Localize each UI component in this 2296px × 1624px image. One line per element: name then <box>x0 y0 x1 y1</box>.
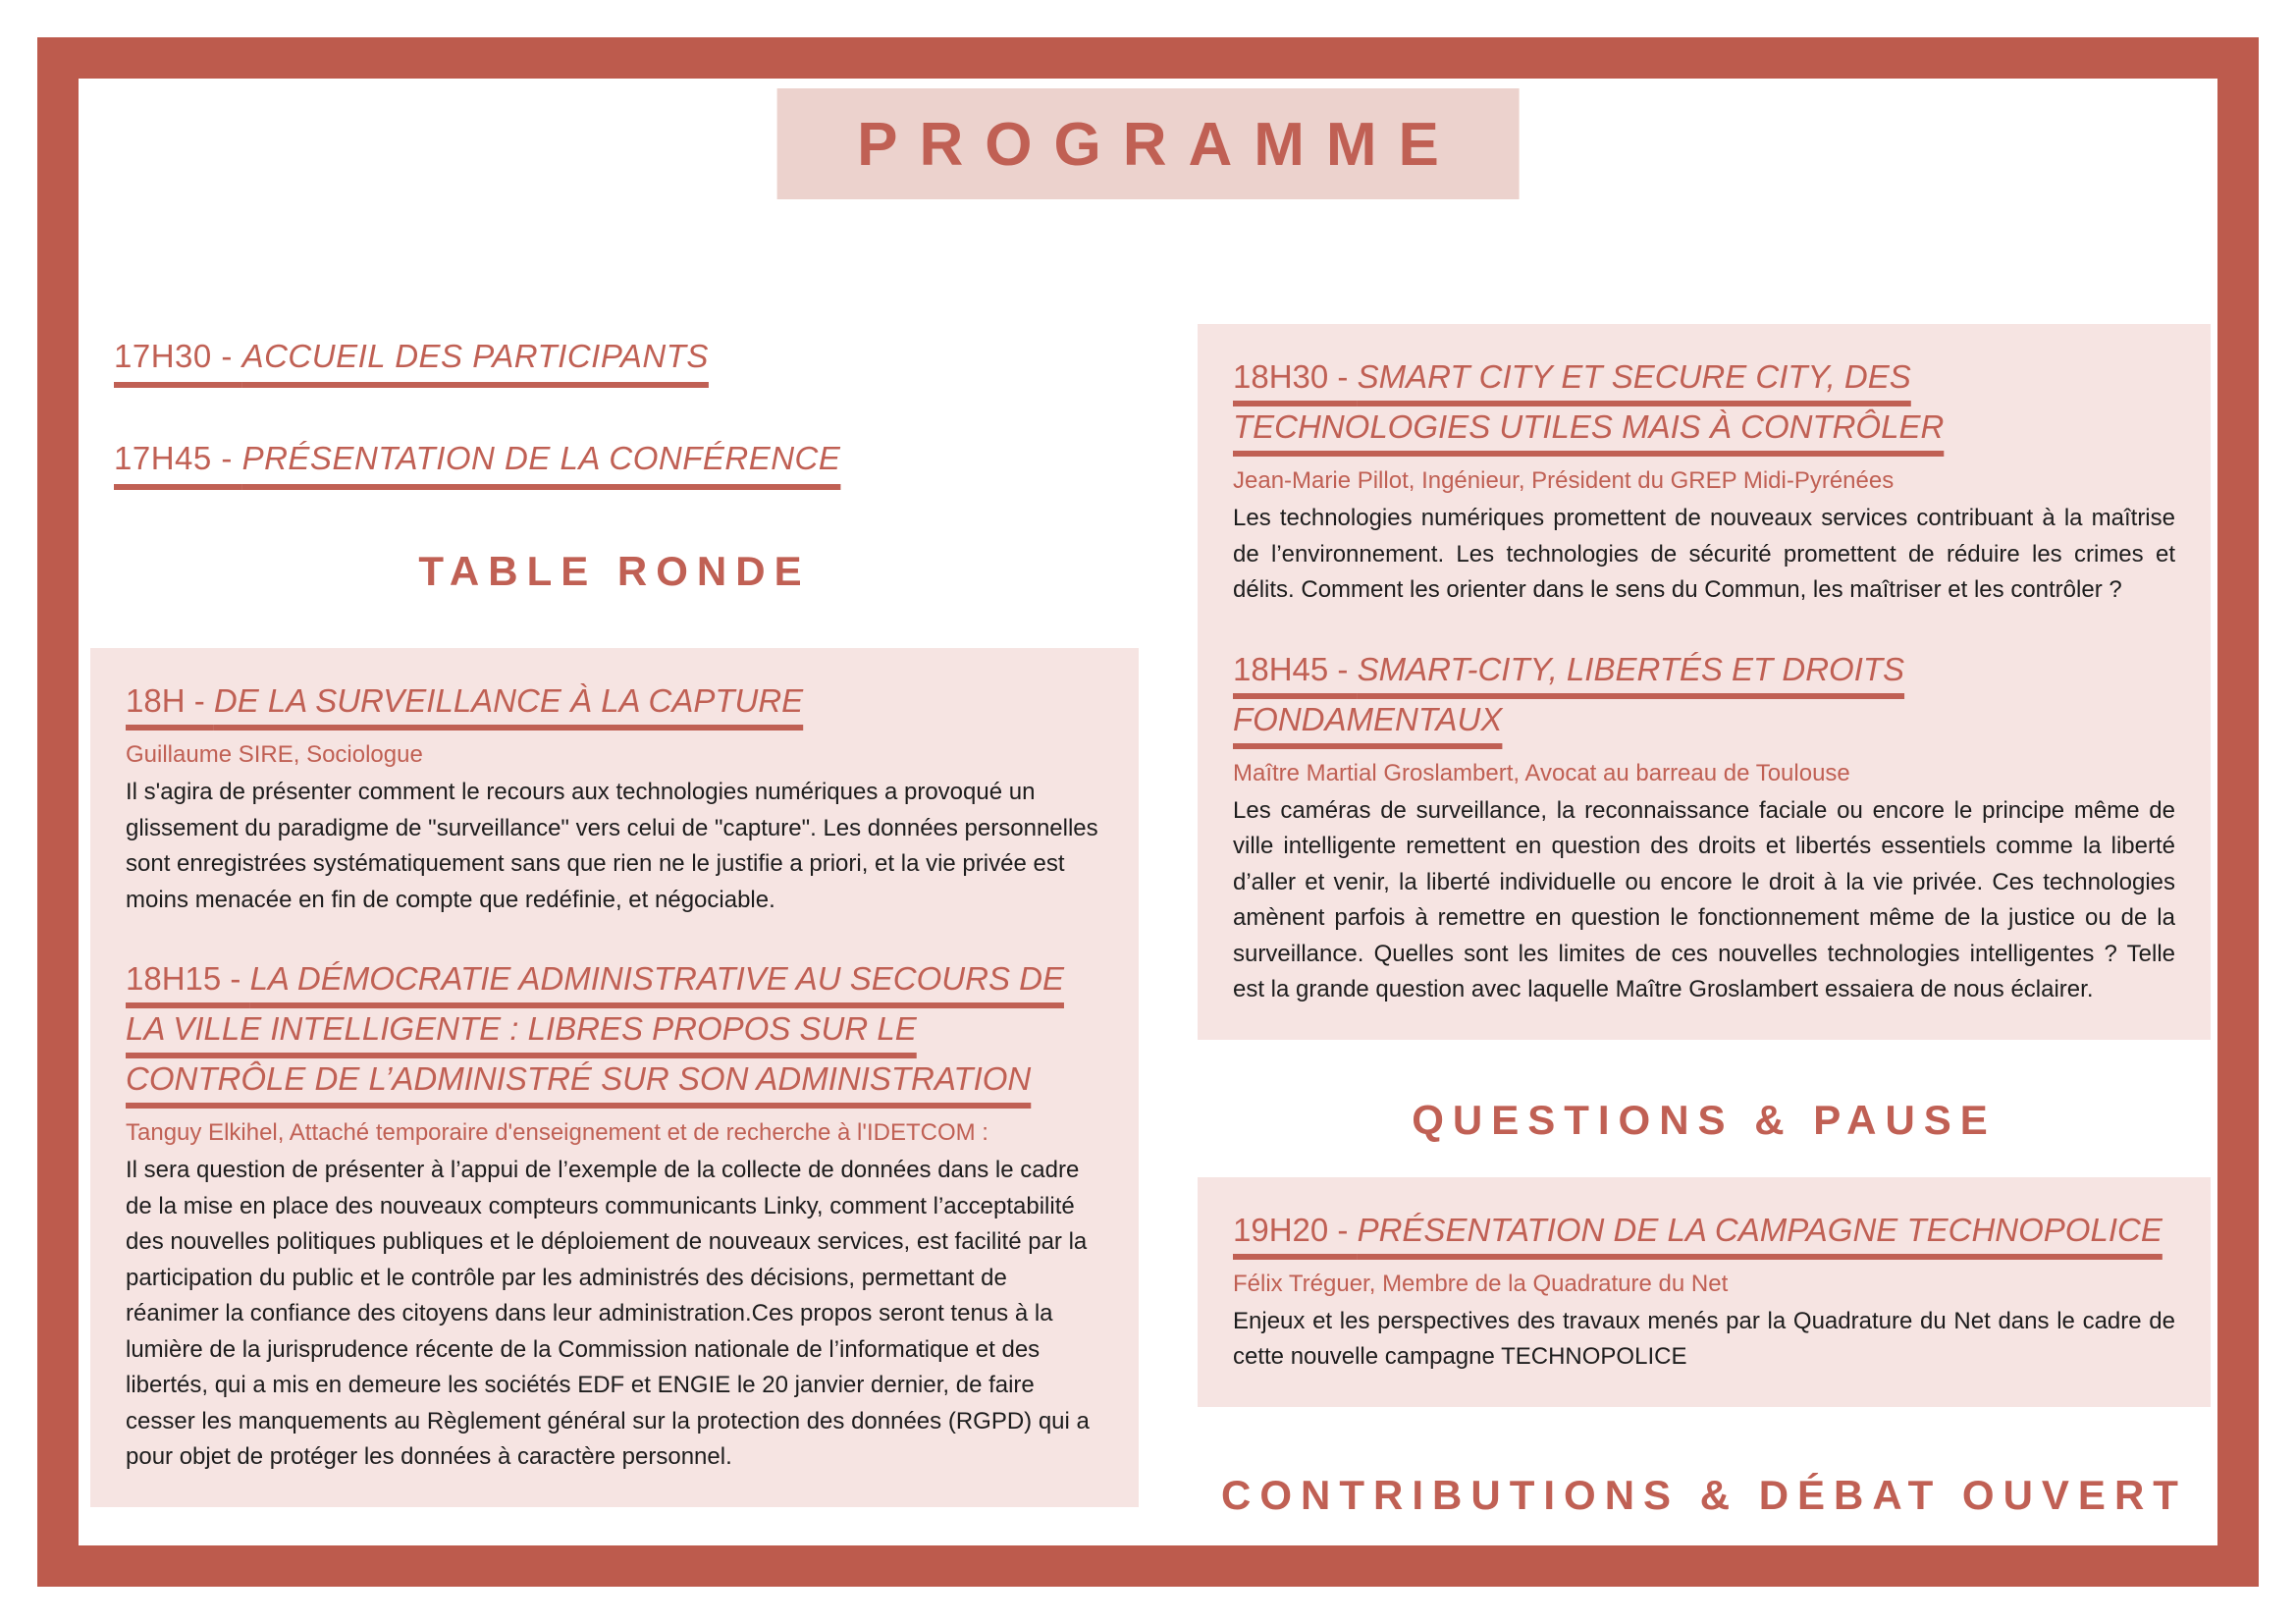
session-title-18h <box>126 676 1103 726</box>
session-title-18h30 <box>1233 352 2175 452</box>
table-ronde-box <box>90 648 1139 1507</box>
session-18h30 <box>1233 352 2175 609</box>
session-time: 18H - <box>126 682 214 719</box>
session-18h45 <box>1233 644 2175 1008</box>
agenda-item-17h45 <box>114 440 1139 477</box>
session-title-text: SMART CITY ET SECURE CITY, DES TECHNOLOGIES UTILES MAIS À CONTRÔLER <box>1233 358 1945 446</box>
session-time: 18H30 - <box>1233 358 1358 395</box>
session-time: 18H15 - <box>126 960 250 998</box>
page-title-box <box>776 88 1520 199</box>
agenda-item-17h30 <box>114 338 1139 375</box>
session-title-text: DE LA SURVEILLANCE À LA CAPTURE <box>213 682 804 719</box>
session-title-text: LA DÉMOCRATIE ADMINISTRATIVE AU SECOURS DE LA VILLE INTELLIGENTE : LIBRES PROPOS SUR LE CONTRÔLE DE L’ADMINISTRÉ SUR SON ADMINISTRATION <box>126 960 1064 1098</box>
session-title-19h20 <box>1233 1205 2175 1255</box>
session-speaker: Tanguy Elkihel, Attaché temporaire d'enseignement et de recherche à l'IDETCOM : <box>126 1119 988 1147</box>
questions-pause-heading: QUESTIONS & PAUSE <box>1412 1096 1997 1143</box>
session-speaker: Jean-Marie Pillot, Ingénieur, Président du GREP Midi-Pyrénées <box>1233 467 1895 495</box>
session-title-text: SMART-CITY, LIBERTÉS ET DROITS FONDAMENTAUX <box>1233 650 1905 737</box>
contributions-heading: CONTRIBUTIONS & DÉBAT OUVERT <box>1221 1471 2187 1518</box>
session-time: 19H20 - <box>1233 1211 1358 1248</box>
session-speaker: Maître Martial Groslambert, Avocat au barreau de Toulouse <box>1233 759 1850 786</box>
session-19h20 <box>1233 1205 2175 1376</box>
agenda-time: 17H45 - <box>114 440 242 476</box>
session-description: Enjeux et les perspectives des travaux menés par la Quadrature du Net dans le cadre de cette nouvelle campagne TECHNOPOLICE <box>1233 1307 2175 1371</box>
session-speaker: Guillaume SIRE, Sociologue <box>126 741 423 769</box>
page-title: PROGRAMME <box>857 111 1461 179</box>
session-description: Il sera question de présenter à l’appui de l’exemple de la collecte de données dans le cadre de la mise en place des nouveaux compteurs communicants Linky, comment l’acceptabilité des nouvelles politiques publiques et le déploiement de nouveaux services, est facilité par la participation du public et le contrôle par les administrés des décisions, permettant de réanimer la confiance des citoyens dans leur administration.Ces propos seront tenus à la lumière de la jurisprudence récente de la Commission nationale de l’informatique et des libertés, qui a mis en demeure les sociétés EDF et ENGIE le 20 janvier dernier, de faire cesser les manquements au Règlement général sur la protection des données (RGPD) qui a pour objet de protéger les données à caractère personnel. <box>126 1157 1090 1471</box>
session-18h <box>126 676 1103 918</box>
session-speaker: Félix Tréguer, Membre de la Quadrature du Net <box>1233 1270 1729 1297</box>
agenda-title: PRÉSENTATION DE LA CONFÉRENCE <box>241 440 841 476</box>
agenda-time: 17H30 - <box>114 338 242 374</box>
session-18h15 <box>126 953 1103 1476</box>
session-description: Les caméras de surveillance, la reconnaissance faciale ou encore le principe même de ville intelligente remettent en question des droits et libertés essentiels comme la liberté d’aller et venir, la liberté individuelle ou encore le droit à la vie privée. Ces technologies amènent parfois à remettre en question le fonctionnement même de la justice ou de la surveillance. Quelles sont les limites de ces nouvelles technologies intelligentes ? Telle est la grande question avec laquelle Maître Groslambert essaiera de nous éclairer. <box>1233 796 2175 1003</box>
agenda-title: ACCUEIL DES PARTICIPANTS <box>241 338 709 374</box>
session-title-18h15 <box>126 953 1103 1104</box>
session-title-text: PRÉSENTATION DE LA CAMPAGNE TECHNOPOLICE <box>1357 1211 2163 1248</box>
session-description: Les technologies numériques promettent de nouveaux services contribuant à la maîtrise de l’environnement. Les technologies de sécurité promettent de réduire les crimes et délits. Comment les orienter dans le sens du Commun, les maîtriser et les contrôler ? <box>1233 505 2175 604</box>
right-column <box>1198 324 2211 1519</box>
session-time: 18H45 - <box>1233 650 1358 687</box>
session-description: Il s'agira de présenter comment le recours aux technologies numériques a provoqué un glissement du paradigme de "surveillance" vers celui de "capture". Les données personnelles sont enregistrées systématiquement sans que rien ne le justifie a priori, et la vie privée est moins menacée en fin de compte que redéfinie, et négociable. <box>126 779 1098 913</box>
smart-city-box <box>1198 324 2211 1040</box>
session-title-18h45 <box>1233 644 2175 744</box>
technopolice-box <box>1198 1177 2211 1407</box>
left-column <box>90 324 1139 1507</box>
agenda-intro-list <box>114 338 1139 477</box>
table-ronde-heading: TABLE RONDE <box>418 548 811 594</box>
